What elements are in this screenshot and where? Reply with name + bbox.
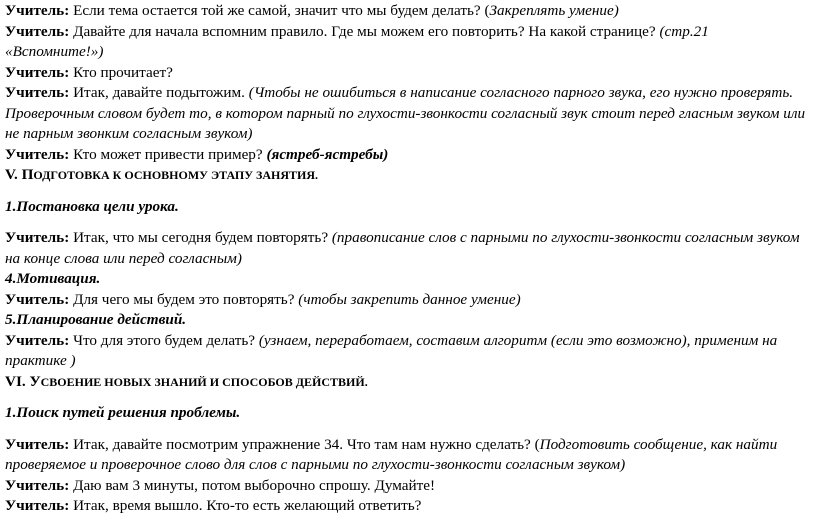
paragraph-10 <box>5 476 811 497</box>
speaker-label: Учитель: <box>5 84 70 101</box>
speech-text: Итак, давайте подытожим. <box>69 84 249 101</box>
heading-text: СВОЕНИЕ НОВЫХ ЗНАНИЙ И СПОСОБОВ ДЕЙСТВИЙ. <box>40 374 368 389</box>
paragraph-9 <box>5 435 811 476</box>
paragraph-1 <box>5 1 811 22</box>
paragraph-4 <box>5 83 811 145</box>
paragraph-7 <box>5 290 811 311</box>
answer-note: (стр.21 «Вспомните!») <box>5 22 709 60</box>
speech-text: Давайте для начала вспомним правило. Где мы можем его повторить? На какой странице? <box>69 22 660 40</box>
speaker-label: Учитель: <box>5 497 70 514</box>
speaker-label: Учитель: <box>5 63 70 81</box>
speech-text: Для чего мы будем это повторять? <box>69 290 299 308</box>
speaker-label: Учитель: <box>5 435 70 453</box>
answer-note: (чтобы закрепить данное умение) <box>298 290 521 308</box>
paragraph-3 <box>5 63 811 84</box>
speaker-label: Учитель: <box>5 476 70 494</box>
speech-text: Итак, давайте посмотрим упражнение 34. Что там нам нужно сделать? ( <box>69 435 540 453</box>
speaker-label: Учитель: <box>5 145 70 163</box>
paragraph-5 <box>5 145 811 166</box>
subheading-planning: 5.Планирование действий. <box>5 311 187 328</box>
paragraph-11 <box>5 496 811 517</box>
paragraph-8 <box>5 331 811 372</box>
speech-text: Даю вам 3 минуты, потом выборочно спрошу. Думайте! <box>69 476 436 494</box>
speaker-label: Учитель: <box>5 22 70 40</box>
speaker-label: Учитель: <box>5 2 70 19</box>
heading-number: VI. У <box>5 372 41 390</box>
section-heading-v <box>5 165 811 186</box>
answer-note: (узнаем, переработаем, составим алгоритм (если это возможно), применим на практике ) <box>5 331 778 369</box>
subheading-goal: 1.Постановка цели урока. <box>5 197 179 215</box>
answer-note: (ястреб-ястребы) <box>266 145 389 163</box>
speaker-label: Учитель: <box>5 331 70 349</box>
answer-note: (правописание слов с парными по глухости-звонкости согласным звуком на конце слова или перед согласным) <box>5 229 800 267</box>
heading-text: ОДГОТОВКА К ОСНОВНОМУ ЭТАПУ ЗАНЯТИЯ. <box>33 168 319 182</box>
speech-text: Что для этого будем делать? <box>69 331 259 349</box>
speech-text: Если тема остается той же самой, значит что мы будем делать? ( <box>69 2 490 19</box>
speech-text: Кто может привести пример? <box>69 145 267 163</box>
speaker-label: Учитель: <box>5 290 70 308</box>
subheading-search: 1.Поиск путей решения проблемы. <box>5 404 241 421</box>
answer-note: Закреплять умение) <box>489 2 619 19</box>
answer-note: (Чтобы не ошибиться в написание согласного парного звука, его нужно проверять. Проверочным словом будет то, в котором парный по глухости-звонкости согласный звук стоит перед гласным звуком или не парным звонким согласным звуком) <box>5 84 806 142</box>
subheading-motivation: 4.Мотивация. <box>5 270 101 287</box>
section-heading-vi <box>5 372 811 393</box>
paragraph-6 <box>5 228 811 269</box>
answer-note: Подготовить сообщение, как найти проверяемое и проверочное слово для слов с парными по глухости-звонкости согласным звуком) <box>5 435 778 473</box>
speech-text: Итак, что мы сегодня будем повторять? <box>69 229 332 246</box>
heading-number: V. П <box>5 166 34 183</box>
paragraph-2 <box>5 22 811 63</box>
speech-text: Кто прочитает? <box>69 63 173 81</box>
speaker-label: Учитель: <box>5 229 70 246</box>
speech-text: Итак, время вышло. Кто-то есть желающий ответить? <box>69 497 422 514</box>
